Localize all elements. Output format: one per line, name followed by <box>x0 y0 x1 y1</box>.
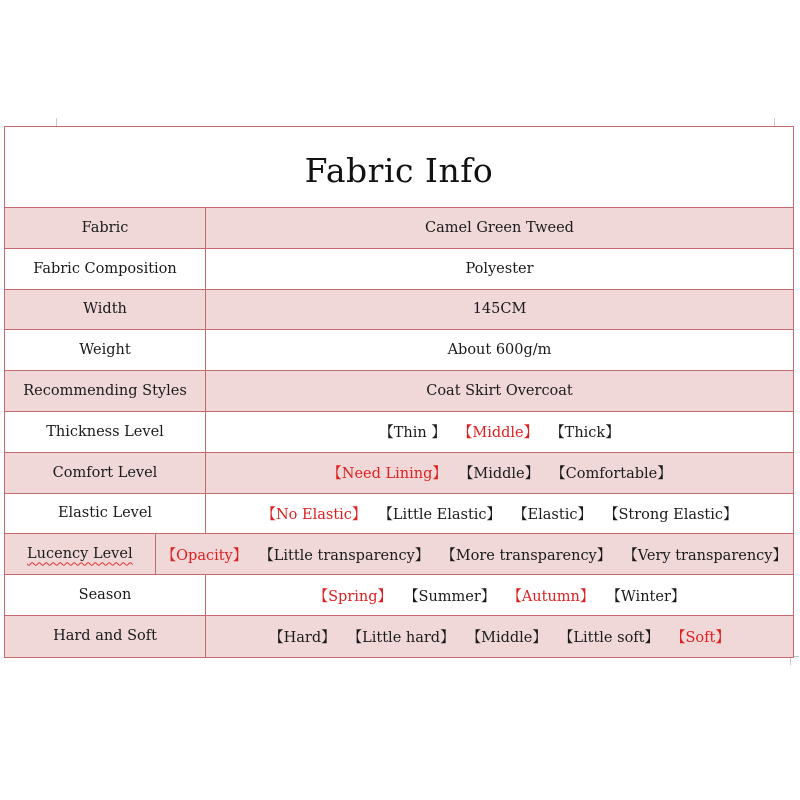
table-row <box>5 616 793 657</box>
option: 【Hard】 <box>269 629 336 646</box>
option-selected: 【Need Lining】 <box>327 466 447 483</box>
option-selected: 【Autumn】 <box>507 588 595 605</box>
table-row <box>5 249 793 290</box>
row-label <box>5 412 206 452</box>
fabric-info-table <box>4 126 794 658</box>
row-label-text: Fabric <box>81 219 129 236</box>
row-value <box>206 412 793 452</box>
row-label <box>5 249 206 289</box>
row-label-text: Elastic Level <box>57 505 153 522</box>
row-label <box>5 575 206 615</box>
row-label <box>5 616 206 657</box>
title-row <box>5 127 793 208</box>
option: 【Middle】 <box>466 629 547 646</box>
table-row <box>5 208 793 249</box>
table-row <box>5 575 793 616</box>
table-row <box>5 494 793 535</box>
option: 【Winter】 <box>606 588 686 605</box>
row-value <box>206 290 793 330</box>
row-value <box>206 494 793 534</box>
row-label-text: Thickness Level <box>46 423 164 440</box>
spec-rows <box>5 208 793 657</box>
row-value-text: 145CM <box>472 301 527 318</box>
row-label-text: Width <box>83 301 127 318</box>
table-row <box>5 453 793 494</box>
option: 【Strong Elastic】 <box>603 506 738 523</box>
option-selected: 【Opacity】 <box>161 547 248 564</box>
row-label-text: Lucency Level <box>27 546 133 563</box>
row-label <box>5 290 206 330</box>
table-row <box>5 412 793 453</box>
option: 【Comfortable】 <box>551 466 672 483</box>
row-value-text: Coat Skirt Overcoat <box>426 383 573 400</box>
row-label <box>5 453 206 493</box>
row-label-text: Season <box>78 587 132 604</box>
row-value <box>206 453 793 493</box>
row-label <box>5 534 156 574</box>
option: 【Little soft】 <box>558 629 659 646</box>
row-value <box>206 575 793 615</box>
option-selected: 【No Elastic】 <box>261 506 367 523</box>
row-label-text: Recommending Styles <box>23 383 187 400</box>
row-label-text: Weight <box>79 342 131 359</box>
row-value-text: Polyester <box>465 260 534 277</box>
table-row <box>5 371 793 412</box>
row-value <box>206 249 793 289</box>
option: 【Elastic】 <box>513 506 592 523</box>
option: 【Little Elastic】 <box>378 506 502 523</box>
row-value-text: About 600g/m <box>447 342 552 359</box>
row-value-text: Camel Green Tweed <box>425 219 574 236</box>
row-label <box>5 330 206 370</box>
row-value <box>206 330 793 370</box>
option: 【Summer】 <box>404 588 496 605</box>
option: 【Little transparency】 <box>259 547 430 564</box>
option-selected: 【Middle】 <box>457 425 539 442</box>
row-label-text: Comfort Level <box>52 464 158 481</box>
row-value <box>206 371 793 411</box>
row-value <box>156 534 793 574</box>
page-title: Fabric Info <box>304 150 494 190</box>
row-label <box>5 371 206 411</box>
option: 【Thick】 <box>550 425 620 442</box>
option: 【More transparency】 <box>441 547 612 564</box>
table-row <box>5 290 793 331</box>
row-label <box>5 494 206 534</box>
option: 【Thin 】 <box>379 425 446 442</box>
option-selected: 【Spring】 <box>313 588 393 605</box>
row-label-text: Hard and Soft <box>53 628 157 645</box>
row-value <box>206 616 793 657</box>
row-value <box>206 208 793 248</box>
row-label-text: Fabric Composition <box>33 260 177 277</box>
row-label <box>5 208 206 248</box>
option: 【Middle】 <box>458 466 540 483</box>
option: 【Very transparency】 <box>623 547 787 564</box>
option: 【Little hard】 <box>347 629 455 646</box>
table-row <box>5 534 793 575</box>
table-row <box>5 330 793 371</box>
option-selected: 【Soft】 <box>671 629 730 646</box>
